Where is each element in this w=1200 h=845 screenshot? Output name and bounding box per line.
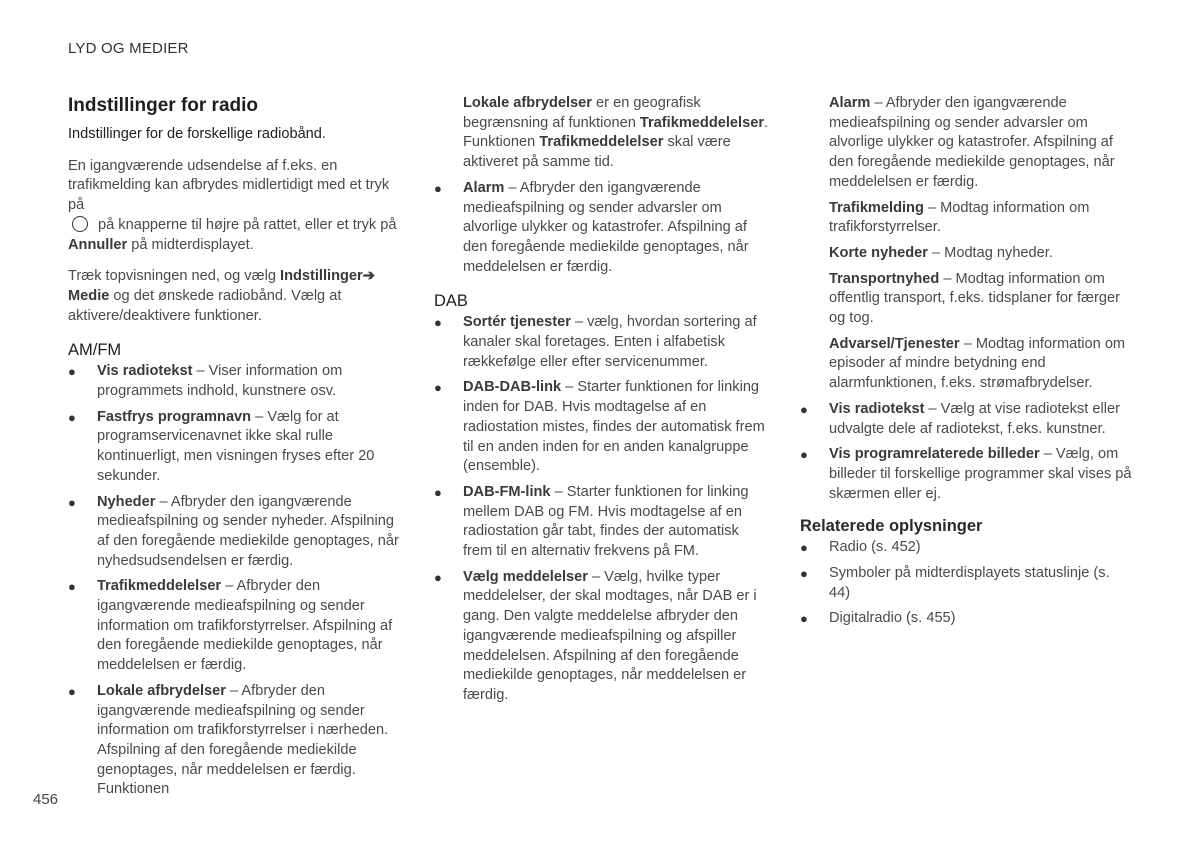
settings-label: Indstillinger [280,268,363,285]
link-text[interactable]: Digitalradio (s. 455) [829,610,956,627]
intro-subtitle: Indstillinger for de forskellige radiobånd. [68,126,326,142]
item-text: – Afbryder den igangværende medieafspilning og sender advarsler om alvorlige ulykker og katastrofer. Afspilning af den foregående mediekilde genoptages, når meddelelsen er færdig. [829,95,1115,190]
item-term: Vis programrelaterede billeder [829,446,1040,463]
item-text: – Modtag information om offentlig transport, f.eks. tidsplaner for færger og tog. [829,270,1120,327]
sub-item [800,270,1134,329]
cont-text-3: skal være aktiveret på samme tid. [463,134,731,171]
item-term: Vis radiotekst [829,400,925,417]
item-text: – Afbryder den igangværende medieafspilning og sender information om trafikforstyrrelser i nærheden. Afspilning af den foregående mediekilde genoptages, når meddelelsen er færdig. Funktionen [97,682,389,798]
item-term: Trafikmelding [829,199,924,216]
bullet-icon: ● [68,364,76,380]
bullet-icon: ● [434,180,442,196]
item-text: – Viser information om programmets indhold, kunstnere osv. [97,363,343,400]
related-link[interactable] [800,564,1134,603]
bullet-icon: ● [434,380,442,396]
sub-item [800,244,1134,264]
bullet-icon: ● [800,611,808,627]
bullet-icon: ● [800,447,808,463]
p1-text: En igangværende udsendelse af f.eks. en trafikmelding kan afbrydes midlertidigt med et tryk på [68,157,390,214]
item-term: Sortér tjenester [463,314,571,331]
list-item [68,493,400,572]
item-term: Korte nyheder [829,244,928,261]
bullet-icon: ● [434,484,442,500]
intro-paragraph-1 [68,157,400,256]
list-item [800,400,1134,439]
column-1 [68,94,400,806]
media-label: Medie [68,287,110,304]
list-item [434,313,770,372]
item-text: – Afbryder den igangværende medieafspilning og sender advarsler om alvorlige ulykker og katastrofer. Afspilning af den foregående mediekilde genoptages, når meddelelsen er færdig. [463,179,749,275]
item-text: – Afbryder den igangværende medieafspilning og sender information om trafikforstyrrelser. Afspilning af den foregående mediekilde genoptages, når meddelelsen er færdig. [97,578,393,674]
bullet-icon: ● [68,494,76,510]
arrow-right-icon: ➔ [362,268,375,285]
item-text: – vælg, hvordan sortering af kanaler skal foretages. Enten i alfabetisk rækkefølge eller efter servicenummer. [463,314,757,370]
sub-item [800,335,1134,394]
item-term: Lokale afbrydelser [97,682,226,699]
traffic-term: Trafikmeddelelser [539,134,664,151]
item-term: Advarsel/Tjenester [829,335,960,352]
item-text: – Modtag information om trafikforstyrrelser. [829,199,1090,236]
list-item [434,179,770,278]
link-text[interactable]: Symboler på midterdisplayets statuslinje (s. 44) [829,565,1110,601]
sub-item [800,94,1134,193]
item-text: – Afbryder den igangværende medieafspilning og sender nyheder. Afspilning af den foregående mediekilde genoptages, når nyhedsudsendelsen er færdig. [97,493,399,569]
item-text: – Modtag nyheder. [932,244,1053,261]
bullet-icon: ● [68,579,76,595]
p2-start: Træk topvisningen ned, og vælg [68,268,276,285]
bullet-icon: ● [800,540,808,556]
display-options-list [800,400,1134,505]
item-text: – Vælg, om billeder til forskellige programmer skal vises på skærmen eller ej. [829,446,1132,502]
page-number: 456 [33,791,59,808]
bullet-icon: ● [68,683,76,699]
cont-text-2: . Funktionen [463,114,769,151]
dab-list [434,313,770,705]
related-links [800,538,1134,629]
bullet-icon: ● [434,569,442,585]
item-term: Fastfrys programnavn [97,408,252,425]
bullet-icon: ● [68,409,76,425]
local-interrupts-term: Lokale afbrydelser [463,95,592,111]
list-item [434,568,770,706]
continued-paragraph [434,94,770,173]
item-term: Nyheder [97,493,156,510]
item-term: Alarm [463,179,505,196]
item-term: Alarm [829,95,871,111]
related-link[interactable] [800,538,1134,558]
item-text: – Starter funktionen for linking mellem DAB og FM. Hvis modtagelse af en radiostation går tabt, findes der automatisk frem til en alternativ frekvens på FM. [463,483,749,560]
list-item [434,483,770,562]
list-item [434,378,770,477]
sub-item [800,199,1134,238]
list-item [68,362,400,401]
cancel-label: Annuller [68,236,128,253]
bullet-icon: ● [800,566,808,582]
list-item [68,682,400,800]
alarm-list [434,179,770,278]
related-link[interactable] [800,609,1134,629]
amfm-list [68,362,400,800]
section-heading-amfm: AM/FM [68,341,122,360]
column-3 [800,94,1134,635]
link-text[interactable]: Radio (s. 452) [829,539,921,556]
steering-button-icon [72,216,88,232]
item-term: Vis radiotekst [97,363,193,380]
item-text: – Starter funktionen for linking inden for DAB. Hvis modtagelse af en radiostation mistes, findes der automatisk frem til en anden inden for en anden kanalgruppe (ensemble). [463,379,765,475]
p1-end: på midterdisplayet. [131,236,254,253]
item-term: Vælg meddelelser [463,568,588,585]
list-item [68,577,400,676]
bullet-icon: ● [434,315,442,331]
column-2 [434,94,770,712]
section-heading-dab: DAB [434,292,468,311]
intro-paragraph-2 [68,267,400,326]
item-term: Transportnyhed [829,270,940,287]
item-term: DAB-DAB-link [463,379,562,396]
list-item [68,408,400,487]
traffic-term: Trafikmeddelelser [639,114,765,131]
list-item [800,445,1134,504]
related-info-heading: Relaterede oplysninger [800,517,983,536]
bullet-icon: ● [800,401,808,417]
page-title: Indstillinger for radio [68,95,259,116]
item-term: DAB-FM-link [463,483,551,500]
running-head: LYD OG MEDIER [68,40,189,57]
item-text: – Modtag information om episoder af mindre betydning end alarmfunktionen, f.eks. strømafbrydelser. [829,335,1126,392]
item-term: Trafikmeddelelser [97,578,222,595]
item-text: – Vælg, hvilke typer meddelelser, der skal modtages, når DAB er i gang. Den valgte meddelelse afbryder den igangværende medieafspilning og afspiller meddelelsen. Afspilning af den foregående mediekilde genoptages, når meddelelsen er færdig. [463,568,757,703]
p2-end: og det ønskede radiobånd. Vælg at aktivere/deaktivere funktioner. [68,287,342,324]
item-text: – Vælg at vise radiotekst eller udvalgte dele af radiotekst, f.eks. kunstner. [829,400,1120,437]
p1-after-icon: på knapperne til højre på rattet, eller et tryk på [98,216,397,233]
item-text: – Vælg for at programservicenavnet ikke skal rulle kontinuerligt, men visningen fryses efter 20 sekunder. [97,408,375,484]
cont-text-1: er en geografisk begrænsning af funktionen [463,95,701,131]
